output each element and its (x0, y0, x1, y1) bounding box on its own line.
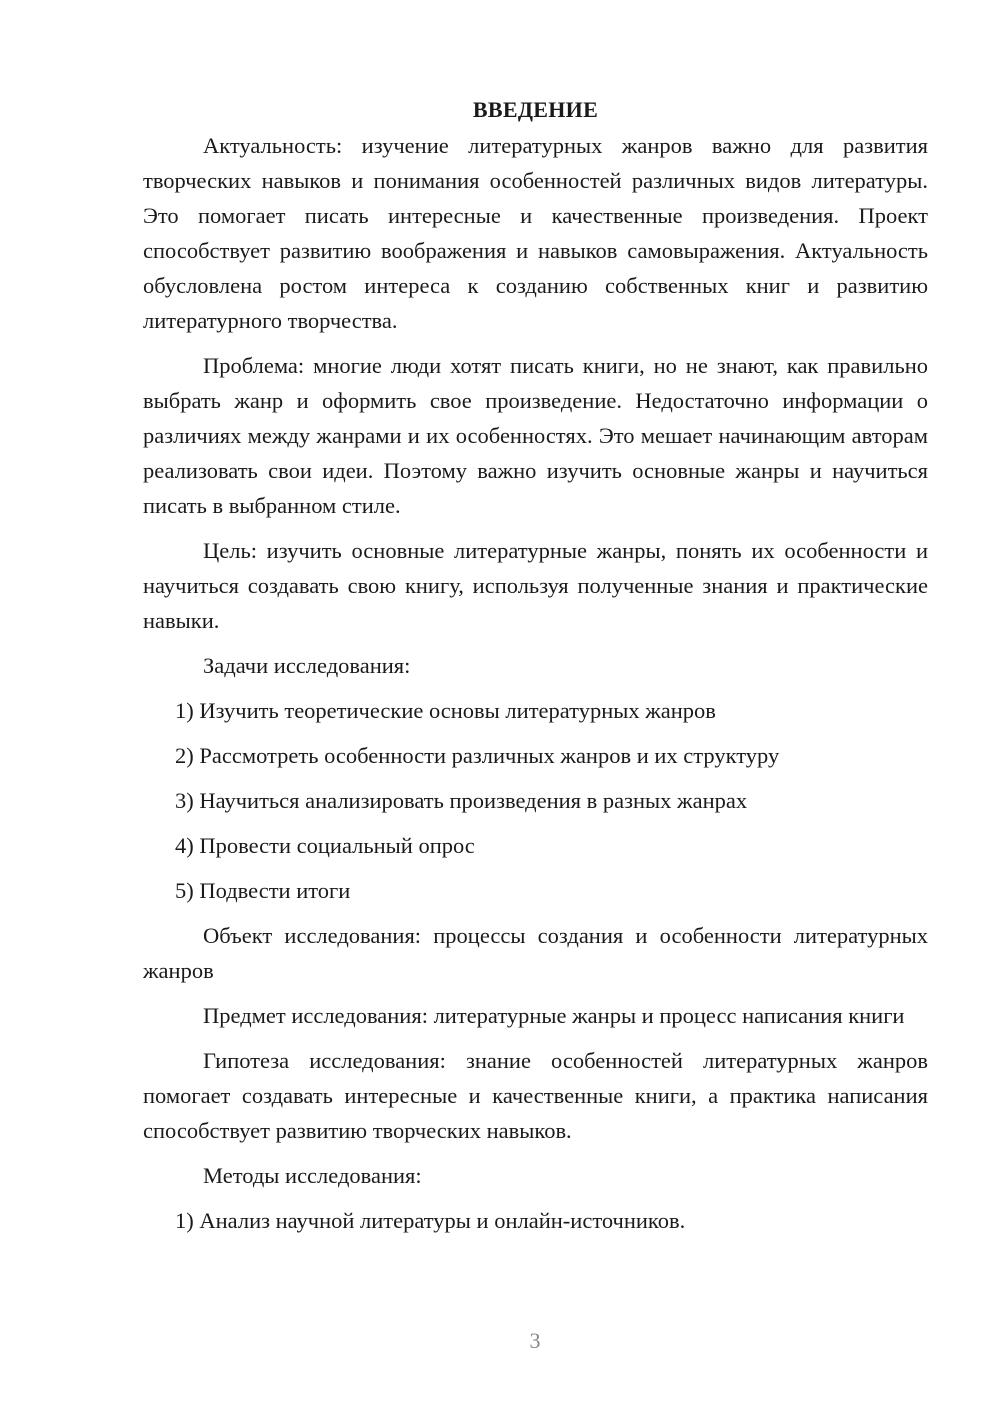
goal-paragraph: Цель: изучить основные литературные жанры, понять их особенности и научиться создавать свою книгу, используя полученные знания и практические навыки. (143, 538, 928, 633)
tasks-list (143, 693, 928, 908)
hypothesis-paragraph: Гипотеза исследования: знание особенностей литературных жанров помогает создавать интересные и качественные книги, а практика написания способствует развитию творческих навыков. (143, 1048, 928, 1143)
relevance-paragraph: Актуальность: изучение литературных жанров важно для развития творческих навыков и понимания особенностей различных видов литературы. Это помогает писать интересные и качественные произведения. Проект способствует развитию воображения и навыков самовыражения. Актуальность обусловлена ростом интереса к созданию собственных книг и развитию литературного творчества. (143, 133, 928, 333)
list-item: 2) Рассмотреть особенности различных жанров и их структуру (175, 743, 780, 768)
problem-paragraph: Проблема: многие люди хотят писать книги, но не знают, как правильно выбрать жанр и оформить свое произведение. Недостаточно информации о различиях между жанрами и их особенностях. Это мешает начинающим авторам реализовать свои идеи. Поэтому важно изучить основные жанры и научиться писать в выбранном стиле. (143, 353, 928, 518)
list-item: 1) Анализ научной литературы и онлайн-источников. (175, 1208, 686, 1233)
page-title: ВВЕДЕНИЕ (472, 97, 599, 122)
document-page (143, 92, 928, 1248)
page-number: 3 (529, 1328, 541, 1353)
methods-list (143, 1203, 928, 1238)
list-item: 5) Подвести итоги (175, 878, 351, 903)
subject-paragraph: Предмет исследования: литературные жанры и процесс написания книги (203, 1003, 905, 1028)
object-paragraph: Объект исследования: процессы создания и особенности литературных жанров (143, 923, 928, 983)
methods-heading: Методы исследования: (203, 1163, 422, 1188)
list-item: 3) Научиться анализировать произведения в разных жанрах (175, 788, 748, 813)
list-item: 4) Провести социальный опрос (175, 833, 475, 858)
tasks-heading: Задачи исследования: (203, 653, 411, 678)
list-item: 1) Изучить теоретические основы литературных жанров (175, 698, 716, 723)
